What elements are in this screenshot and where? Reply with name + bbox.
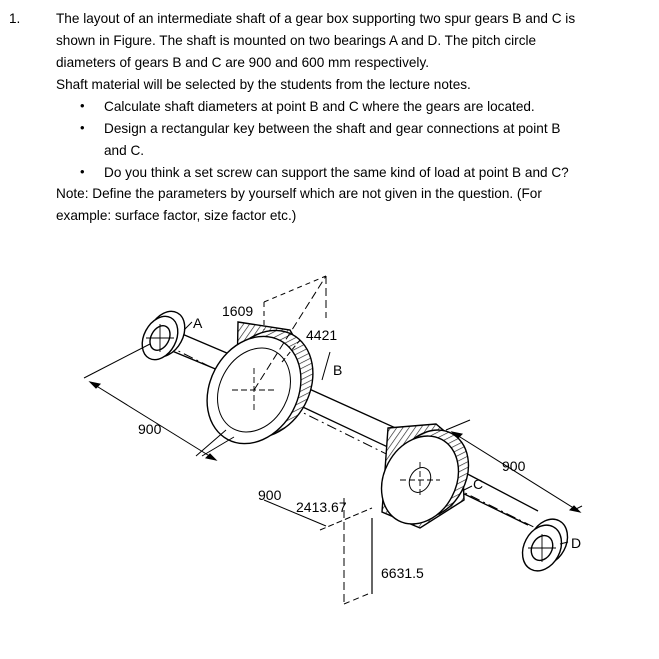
bearing-d	[515, 512, 575, 577]
label-point-c: C	[473, 476, 484, 492]
intro-line-3: diameters of gears B and C are 900 and 600 mm respectively.	[56, 55, 430, 70]
intro-line-4: Shaft material will be selected by the students from the lecture notes.	[56, 77, 471, 92]
bullet-2-line-1: Design a rectangular key between the shaft and gear connections at point B	[104, 121, 561, 136]
label-dim-cd: 900	[502, 458, 526, 474]
shaft-centerline	[148, 336, 560, 540]
bullet-marker-2: •	[80, 120, 85, 135]
note-line-1: Note: Define the parameters by yourself which are not given in the question. (For	[56, 186, 542, 201]
gear-c	[367, 416, 484, 537]
intro-line-2: shown in Figure. The shaft is mounted on two bearings A and D. The pitch circle	[56, 33, 537, 48]
bullet-marker-1: •	[80, 98, 85, 113]
bearing-a	[135, 305, 192, 366]
bullet-3-line-1: Do you think a set screw can support the same kind of load at point B and C?	[104, 165, 569, 180]
note-line-2: example: surface factor, size factor etc.)	[56, 208, 297, 223]
label-force-c-2: 6631.5	[381, 565, 424, 581]
label-point-d: D	[571, 535, 582, 551]
bullet-1-line-1: Calculate shaft diameters at point B and C where the gears are located.	[104, 99, 535, 114]
label-dim-bc: 900	[258, 487, 282, 503]
intro-line-1: The layout of an intermediate shaft of a gear box supporting two spur gears B and C is	[56, 11, 576, 26]
label-force-b-2: 4421	[306, 327, 338, 343]
label-force-c-1: 2413.67	[296, 499, 347, 515]
bullet-2-line-2: and C.	[104, 143, 145, 158]
question-number: 1.	[9, 11, 21, 26]
label-dim-ab: 900	[138, 421, 162, 437]
label-point-b: B	[333, 362, 343, 378]
label-point-a: A	[193, 315, 203, 331]
bullet-marker-3: •	[80, 164, 85, 179]
label-force-b-1: 1609	[222, 303, 254, 319]
